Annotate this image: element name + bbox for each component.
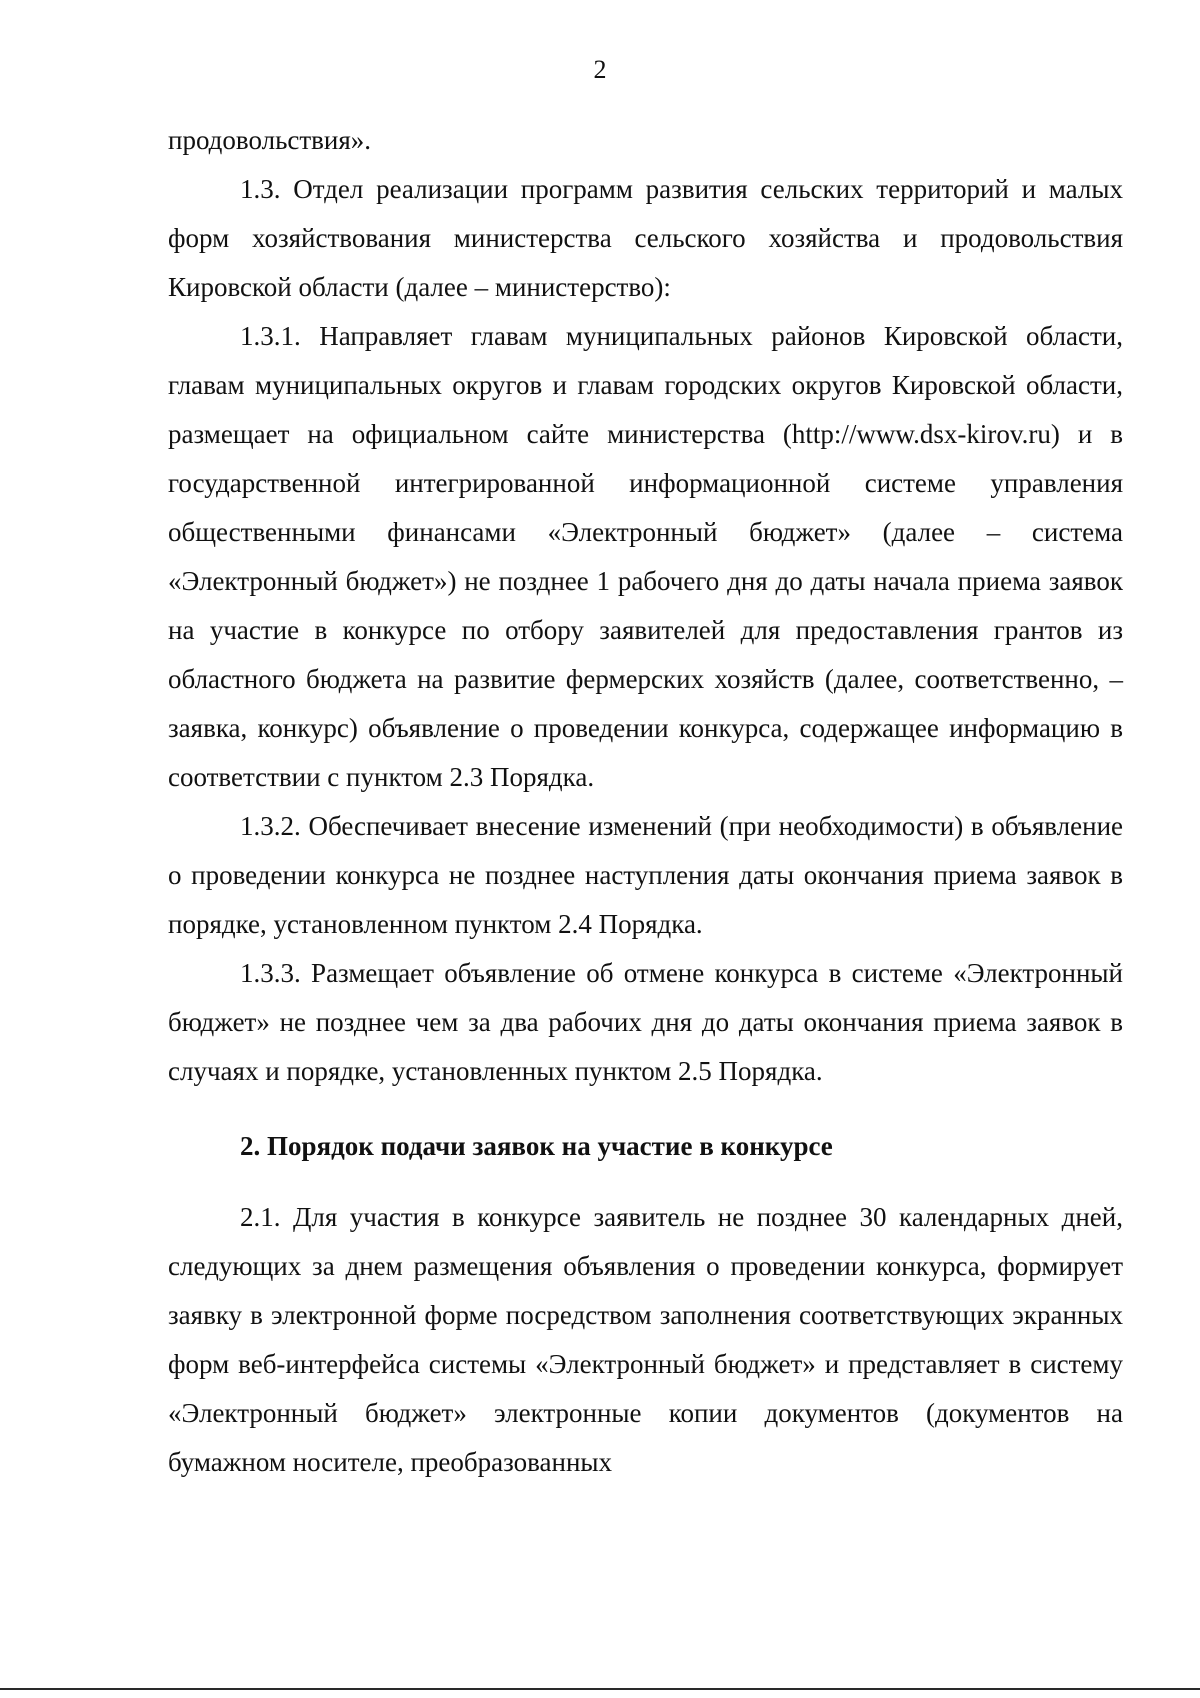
bottom-scan-edge — [0, 1688, 1200, 1690]
section-heading: 2. Порядок подачи заявок на участие в конкурсе — [240, 1131, 833, 1161]
paragraph-2-1: 2.1. Для участия в конкурсе заявитель не позднее 30 календарных дней, следующих за днем размещения объявления о проведении конкурса, формирует заявку в электронной форме посредством заполнения соответствующих экранных форм веб-интерфейса системы «Электронный бюджет» и представляет в систему «Электронный бюджет» электронные копии документов (документов на бумажном носителе, преобразованных — [168, 1202, 1123, 1477]
paragraph-1-3-2: 1.3.2. Обеспечивает внесение изменений (при необходимости) в объявление о проведении конкурса не позднее наступления даты окончания приема заявок в порядке, установленном пунктом 2.4 Порядка. — [168, 811, 1123, 939]
paragraph-1-3-1: 1.3.1. Направляет главам муниципальных районов Кировской области, главам муниципальных округов и главам городских округов Кировской области, размещает на официальном сайте министерства (http://www.dsx-kirov.ru) и в государственной интегрированной информационной системе управления общественными финансами «Электронный бюджет» (далее – система «Электронный бюджет») не позднее 1 рабочего дня до даты начала приема заявок на участие в конкурсе по отбору заявителей для предоставления грантов из областного бюджета на развитие фермерских хозяйств (далее, соответственно, – заявка, конкурс) объявление о проведении конкурса, содержащее информацию в соответствии с пунктом 2.3 Порядка. — [168, 321, 1123, 792]
paragraph-1-3-3: 1.3.3. Размещает объявление об отмене конкурса в системе «Электронный бюджет» не позднее чем за два рабочих дня до даты окончания приема заявок в случаях и порядке, установленных пунктом 2.5 Порядка. — [168, 958, 1123, 1086]
page-number: 2 — [593, 55, 607, 84]
paragraph-continuation: продовольствия». — [168, 125, 372, 155]
paragraph-1-3: 1.3. Отдел реализации программ развития сельских территорий и малых форм хозяйствования министерства сельского хозяйства и продовольствия Кировской области (далее – министерство): — [168, 174, 1123, 302]
document-body — [168, 116, 1123, 1487]
